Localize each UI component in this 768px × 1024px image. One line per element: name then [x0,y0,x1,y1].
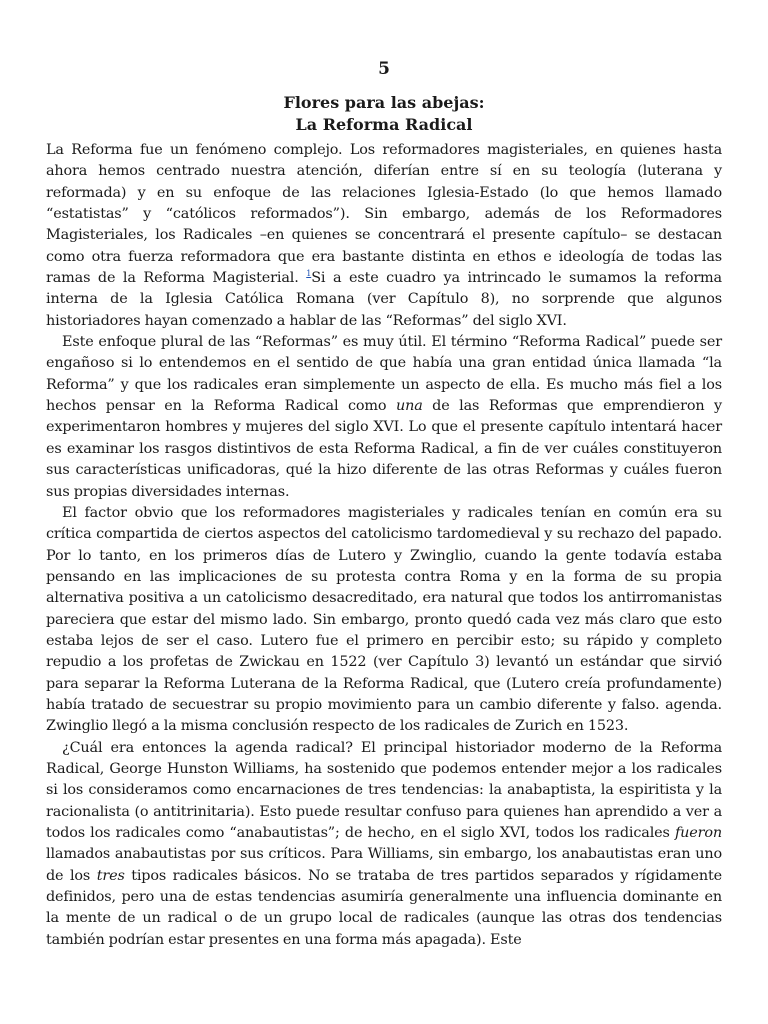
paragraph-1 [46,140,722,332]
chapter-title-line-2: La Reforma Radical [295,115,473,134]
paragraph-4-text-c: tipos radicales básicos. No se trataba de tres partidos separados y rígidamente definidos, pero una de estas tendencias asumiría generalmente una influencia dominante en la mente de un radical o de un grupo local de radicales (aunque las otras dos tendencias también podrían estar presentes en una forma más apagada). Este [46,867,722,948]
paragraph-4-text-b: llamados anabautistas por sus críticos. Para Williams, sin embargo, los anabautistas eran uno de los [46,846,722,884]
chapter-title-line-1: Flores para las abejas: [283,93,485,112]
paragraph-2 [46,332,722,503]
paragraph-4 [46,738,722,951]
document-page [46,58,722,951]
footnote-link[interactable]: 1 [306,269,312,279]
chapter-number: 5 [378,59,390,79]
paragraph-2-italic: una [395,398,423,415]
paragraph-2-text-a: Este enfoque plural de las “Reformas” es muy útil. El término “Reforma Radical” puede ser engañoso si lo entendemos en el sentido de que había una gran entidad única llamada “la Reforma” y que los radicales eran simplemente un aspecto de ella. Es mucho más fiel a los hechos pensar en la Reforma Radical como [46,334,722,415]
paragraph-4-italic-a: fueron [674,825,722,841]
paragraph-4-text-a: ¿Cuál era entonces la agenda radical? El principal historiador moderno de la Reforma Radical, George Hunston Williams, ha sostenido que podemos entender mejor a los radicales si los consideramos como encarnaciones de tres tendencias: la anabaptista, la espiritista y la racionalista (o antitrinitaria). Esto puede resultar confuso para quienes han aprendido a ver a todos los radicales como “anabautistas”; de hecho, en el siglo XVI, todos los radicales [46,739,722,841]
paragraph-4-italic-b: tres [96,867,125,884]
paragraph-3: El factor obvio que los reformadores magisteriales y radicales tenían en común era su crítica compartida de ciertos aspectos del catolicismo tardomedieval y su rechazo del papado. Por lo tanto, en los primeros días de Lutero y Zwinglio, cuando la gente todavía estaba pensando en las implicaciones de su protesta contra Roma y en la forma de su propia alternativa positiva a un catolicismo desacreditado, era natural que todos los antirromanistas pareciera que estar del mismo lado. Sin embargo, pronto quedó cada vez más claro que esto estaba lejos de ser el caso. Lutero fue el primero en percibir esto; su rápido y completo repudio a los profetas de Zwickau en 1522 (ver Capítulo 3) levantó un estándar que sirvió para separar la Reforma Luterana de la Reforma Radical, que (Lutero creía profundamente) había tratado de secuestrar su propio movimiento para un cambio diferente y falso. agenda. Zwinglio llegó a la misma conclusión respecto de los radicales de Zurich en 1523. [46,504,722,735]
paragraph-1-text-b: Si a este cuadro ya intrincado le sumamos la reforma interna de la Iglesia Católica Romana (ver Capítulo 8), no sorprende que algunos historiadores hayan comenzado a hablar de las “Reformas” del siglo XVI. [46,270,722,329]
chapter-title [46,92,722,136]
paragraph-1-text-a: La Reforma fue un fenómeno complejo. Los reformadores magisteriales, en quienes hasta ahora hemos centrado nuestra atención, diferían entre sí en su teología (luterana y reformada) y en su enfoque de las relaciones Iglesia-Estado (lo que hemos llamado “estatistas” y “católicos reformados”). Sin embargo, además de los Reformadores Magisteriales, los Radicales –en quienes se concentrará el presente capítulo– se destacan como otra fuerza reformadora que era bastante distinta en ethos e ideología de todas las ramas de la Reforma Magisterial. [46,142,722,287]
paragraph-2-text-b: de las Reformas que emprendieron y experimentaron hombres y mujeres del siglo XVI. Lo que el presente capítulo intentará hacer es examinar los rasgos distintivos de esta Reforma Radical, a fin de ver cuáles constituyeron sus características unificadoras, qué la hizo diferente de las otras Reformas y cuáles fueron sus propias diversidades internas. [46,398,722,500]
